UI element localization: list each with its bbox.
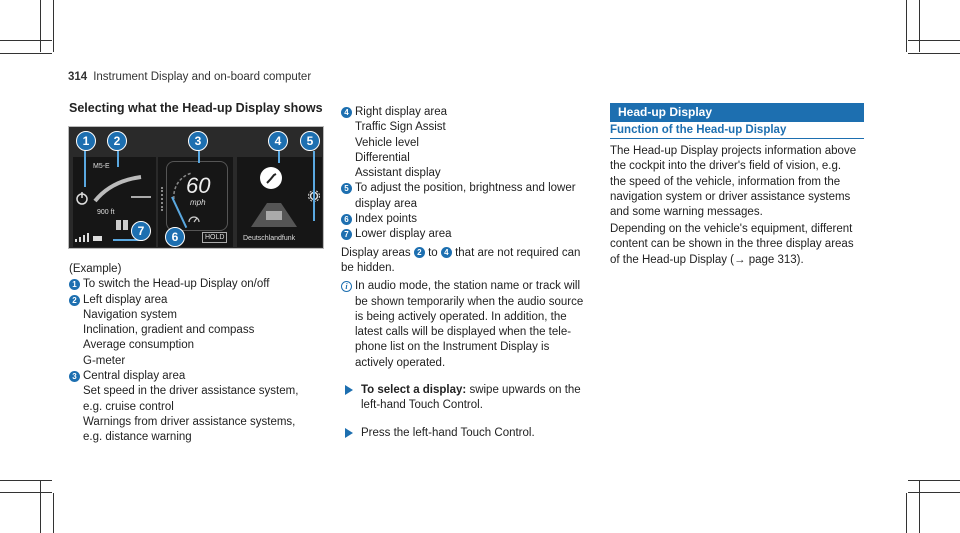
legend-item (69, 369, 329, 445)
power-icon (75, 191, 89, 205)
info-line: phone list on the Instrument Display is (355, 341, 550, 354)
callout-4: 4 (268, 131, 288, 151)
step-bold: To select a display: (361, 384, 467, 397)
hud-paragraph-1 (610, 144, 870, 220)
navigation-arrow-icon (91, 171, 151, 211)
hide-note-from-number: 2 (414, 247, 425, 258)
crop-mark (908, 492, 960, 493)
legend-number: 6 (341, 214, 352, 225)
figure-distance: 900 ft (97, 209, 115, 216)
hide-note-to-number: 4 (441, 247, 452, 258)
section-heading: Function of the Head-up Display (610, 124, 864, 139)
legend-line: Inclination, gradient and compass (83, 324, 255, 337)
callout-6: 6 (165, 227, 185, 247)
step-text: Press the left-hand Touch Control. (361, 426, 535, 439)
crop-mark (53, 493, 54, 533)
legend-item (341, 227, 601, 242)
legend-line: To adjust the position, brightness and lower (355, 182, 576, 195)
legend-line: Central display area (83, 370, 186, 383)
step-text: swipe upwards on the (466, 384, 581, 397)
legend-line: Lower display area (355, 228, 452, 241)
legend-number: 1 (69, 279, 80, 290)
signal-icon (75, 233, 105, 243)
crop-mark (919, 481, 920, 533)
legend-line: Navigation system (83, 308, 177, 321)
hide-note-text: be hidden. (341, 261, 395, 274)
legend-number: 4 (341, 107, 352, 118)
legend-list-1 (69, 262, 329, 446)
info-line: latest calls will be displayed when the tele- (355, 326, 572, 339)
step-arrow-icon (345, 428, 353, 438)
leader-line-4 (278, 151, 280, 163)
cruise-icon (188, 213, 200, 223)
step-arrow-icon (345, 385, 353, 395)
speed-arc-icon (166, 165, 228, 205)
legend-line: Index points (355, 213, 418, 226)
legend-item (341, 212, 601, 227)
crop-mark (908, 40, 960, 41)
info-icon: i (341, 281, 352, 292)
info-line: actively operated. (355, 356, 446, 369)
figure-left-label: M5-E (93, 163, 110, 170)
paragraph-line: Depending on the vehicle's equipment, different (610, 223, 853, 235)
paragraph-line: content can be shown in the three display areas (610, 238, 854, 251)
legend-list-2 (341, 105, 601, 441)
step-text: left-hand Touch Control. (361, 399, 483, 412)
lane-assist-icon (249, 201, 299, 229)
instruction-step (341, 383, 601, 414)
legend-item (69, 293, 329, 369)
selecting-title: Selecting what the Head-up Display shows (69, 101, 323, 115)
callout-5: 5 (300, 131, 320, 151)
legend-number: 5 (341, 183, 352, 194)
traffic-icon (115, 219, 129, 231)
page-header (68, 71, 311, 83)
legend-line: e.g. distance warning (83, 431, 192, 444)
paragraph-line: the speed of the vehicle, information from the (610, 175, 841, 188)
legend-item (69, 277, 329, 292)
crop-mark (0, 40, 52, 41)
page-reference-link[interactable]: of the Head-up Display (→ page 313). (610, 253, 804, 266)
legend-item (341, 105, 601, 181)
section-title: Instrument Display and on-board computer (93, 71, 312, 83)
legend-line: Vehicle level (355, 136, 419, 149)
right-display-area (237, 157, 322, 247)
crop-mark (40, 481, 41, 533)
legend-line: Set speed in the driver assistance system, (83, 385, 299, 398)
index-points (161, 187, 164, 211)
leader-line-5 (313, 151, 315, 221)
info-line: is being actively operated. In addition, the (355, 310, 567, 323)
chapter-bar: Head-up Display (610, 103, 864, 122)
hide-note-text: that are not required can (455, 246, 581, 259)
crop-mark (908, 480, 960, 481)
hud-figure (68, 126, 324, 249)
legend-number: 7 (341, 229, 352, 240)
legend-item (341, 181, 601, 212)
leader-line-1 (84, 151, 86, 187)
figure-station: Deutschlandfunk (243, 235, 296, 242)
info-line: In audio mode, the station name or track will (355, 280, 581, 293)
legend-line: Differential (355, 151, 410, 164)
callout-7: 7 (131, 221, 151, 241)
crop-mark (0, 480, 52, 481)
leader-line-2 (117, 151, 119, 167)
crop-mark (0, 492, 52, 493)
instruction-step (341, 426, 601, 441)
hide-note-text: to (428, 246, 438, 259)
crop-mark (53, 0, 54, 52)
callout-1: 1 (76, 131, 96, 151)
paragraph-line: The Head-up Display projects information above (610, 145, 857, 157)
hide-note (341, 246, 601, 277)
legend-number: 2 (69, 295, 80, 306)
crop-mark (908, 53, 960, 54)
page-number: 314 (68, 71, 88, 83)
legend-line: Average consumption (83, 339, 195, 352)
figure-caption: (Example) (69, 263, 122, 275)
crop-mark (919, 0, 920, 52)
crop-mark (906, 493, 907, 533)
crop-mark (906, 0, 907, 52)
legend-line: To switch the Head-up Display on/off (83, 278, 270, 291)
crop-mark (0, 53, 52, 54)
traffic-sign-icon (260, 167, 282, 189)
legend-number: 3 (69, 371, 80, 382)
info-note (341, 279, 601, 371)
legend-line: Right display area (355, 106, 448, 118)
hud-paragraph-2 (610, 222, 870, 268)
legend-line: display area (355, 197, 418, 210)
leader-line-3 (198, 151, 200, 163)
legend-line: Left display area (83, 293, 168, 306)
legend-line: Warnings from driver assistance systems, (83, 415, 296, 428)
paragraph-line: navigation system or driver assistance systems (610, 190, 851, 203)
info-line: be shown temporarily when the audio source (355, 295, 584, 308)
figure-hold: HOLD (202, 232, 227, 243)
legend-line: G-meter (83, 354, 126, 367)
callout-3: 3 (188, 131, 208, 151)
paragraph-line: and some warning messages. (610, 206, 763, 219)
figure-speed: 60 (186, 173, 211, 198)
legend-line: e.g. cruise control (83, 400, 174, 413)
figure-unit: mph (190, 198, 206, 207)
crop-mark (40, 0, 41, 52)
callout-2: 2 (107, 131, 127, 151)
legend-line: Assistant display (355, 167, 441, 180)
paragraph-line: the cockpit into the driver's field of vision, e.g. (610, 160, 842, 173)
legend-line: Traffic Sign Assist (355, 121, 446, 134)
hide-note-text: Display areas (341, 246, 411, 259)
